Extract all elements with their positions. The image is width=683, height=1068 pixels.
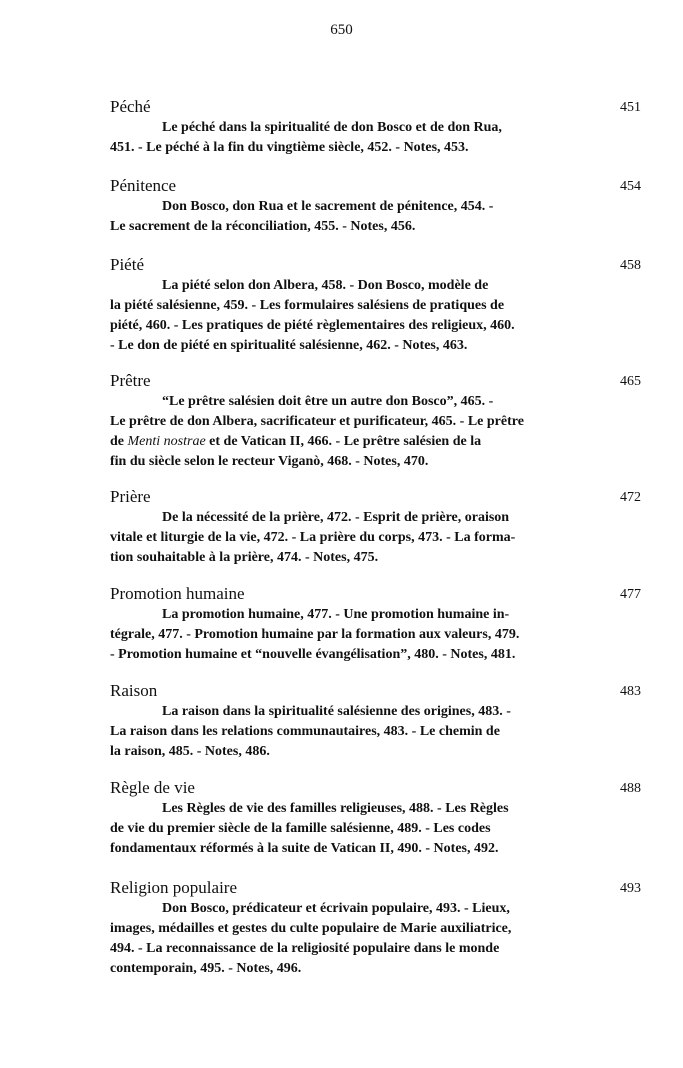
entry-line: - Le don de piété en spiritualité salésienne, 462. - Notes, 463. [110, 338, 468, 353]
entry-line: tégrale, 477. - Promotion humaine par la formation aux valeurs, 479. [110, 627, 520, 642]
entry-description [110, 197, 560, 237]
entry-line: “Le prêtre salésien doit être un autre don Bosco”, 465. - [162, 394, 494, 409]
entry-title [110, 96, 640, 117]
entry-title [110, 175, 640, 196]
entry-line: contemporain, 495. - Notes, 496. [110, 961, 302, 976]
entry-description [110, 605, 560, 665]
entry-title-text: Règle de vie [110, 778, 195, 797]
entry-description [110, 118, 560, 158]
entry-line: La piété selon don Albera, 458. - Don Bosco, modèle de [162, 278, 489, 293]
index-entry [110, 877, 640, 979]
entry-page-number: 477 [620, 587, 641, 602]
entry-line: la raison, 485. - Notes, 486. [110, 744, 270, 759]
index-entry [110, 254, 640, 356]
entry-description [110, 508, 560, 568]
entry-line: Le péché dans la spiritualité de don Bosco et de don Rua, [162, 120, 502, 135]
entry-title-text: Péché [110, 97, 151, 116]
entry-title-text: Prêtre [110, 371, 151, 390]
entry-title-text: Prière [110, 487, 151, 506]
entry-title-text: Religion populaire [110, 878, 238, 897]
entry-line: fin du siècle selon le recteur Viganò, 468. - Notes, 470. [110, 454, 429, 469]
entry-line: Le prêtre de don Albera, sacrificateur et purificateur, 465. - Le prêtre [110, 414, 524, 429]
index-entry [110, 680, 640, 762]
entry-description [110, 392, 560, 472]
italic-title: Menti nostrae [127, 434, 206, 449]
entry-title [110, 877, 640, 898]
entry-title [110, 254, 640, 275]
entry-page-number: 451 [620, 100, 641, 115]
entry-line: - Promotion humaine et “nouvelle évangélisation”, 480. - Notes, 481. [110, 647, 516, 662]
index-entry [110, 777, 640, 859]
entry-title-text: Pénitence [110, 176, 177, 195]
entry-line: de vie du premier siècle de la famille salésienne, 489. - Les codes [110, 821, 491, 836]
index-entry [110, 175, 640, 237]
entry-page-number: 493 [620, 881, 641, 896]
page-number: 650 [330, 22, 353, 38]
entry-description [110, 702, 560, 762]
entry-line: tion souhaitable à la prière, 474. - Notes, 475. [110, 550, 379, 565]
entry-line: la piété salésienne, 459. - Les formulaires salésiens de pratiques de [110, 298, 505, 313]
entry-page-number: 488 [620, 781, 641, 796]
entry-page-number: 465 [620, 374, 641, 389]
entry-description [110, 276, 560, 356]
index-entry [110, 370, 640, 472]
entry-line: La raison dans les relations communautaires, 483. - Le chemin de [110, 724, 500, 739]
entry-title [110, 583, 640, 604]
entry-title-text: Promotion humaine [110, 584, 245, 603]
entry-line: La raison dans la spiritualité salésienne des origines, 483. - [162, 704, 511, 719]
entry-line: Don Bosco, prédicateur et écrivain populaire, 493. - Lieux, [162, 901, 510, 916]
entry-line: 494. - La reconnaissance de la religiosité populaire dans le monde [110, 941, 500, 956]
index-entry [110, 96, 640, 158]
entry-page-number: 454 [620, 179, 641, 194]
entry-page-number: 472 [620, 490, 641, 505]
entry-page-number: 458 [620, 258, 641, 273]
entry-description [110, 899, 560, 979]
entry-description [110, 799, 560, 859]
entry-line: piété, 460. - Les pratiques de piété règlementaires des religieux, 460. [110, 318, 515, 333]
entry-title [110, 680, 640, 701]
entry-line: images, médailles et gestes du culte populaire de Marie auxiliatrice, [110, 921, 512, 936]
entry-line: de Menti nostrae et de Vatican II, 466. - Le prêtre salésien de la [110, 434, 482, 449]
entry-line: Les Règles de vie des familles religieuses, 488. - Les Règles [162, 801, 509, 816]
entry-title-text: Piété [110, 255, 144, 274]
entry-title [110, 777, 640, 798]
entry-line: vitale et liturgie de la vie, 472. - La prière du corps, 473. - La forma- [110, 530, 516, 545]
index-entry [110, 486, 640, 568]
entry-line: Don Bosco, don Rua et le sacrement de pénitence, 454. - [162, 199, 494, 214]
entry-title [110, 370, 640, 391]
entry-page-number: 483 [620, 684, 641, 699]
entry-line: fondamentaux réformés à la suite de Vatican II, 490. - Notes, 492. [110, 841, 499, 856]
entry-line: De la nécessité de la prière, 472. - Esprit de prière, oraison [162, 510, 510, 525]
entry-line: 451. - Le péché à la fin du vingtième siècle, 452. - Notes, 453. [110, 140, 469, 155]
entry-title [110, 486, 640, 507]
entry-line: La promotion humaine, 477. - Une promotion humaine in- [162, 607, 510, 622]
index-entry [110, 583, 640, 665]
entry-title-text: Raison [110, 681, 158, 700]
entry-line: Le sacrement de la réconciliation, 455. - Notes, 456. [110, 219, 416, 234]
